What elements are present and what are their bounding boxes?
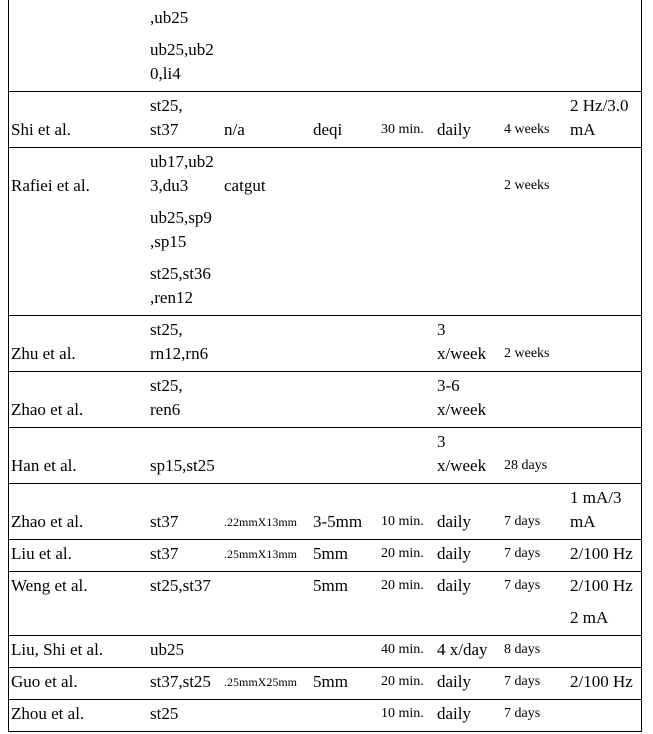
depth-cell: 3-5mm [313, 512, 363, 531]
table-right-border [641, 372, 642, 427]
table-row [8, 36, 642, 92]
frequency-cell: daily [437, 544, 471, 563]
table-left-border [8, 0, 9, 36]
table-row [8, 316, 642, 372]
acupuncture-protocol-table [8, 0, 642, 732]
duration-cell: 10 min. [381, 706, 424, 721]
points-cell: st37 [150, 512, 179, 531]
course-cell: 7 days [504, 514, 541, 529]
table-left-border [8, 540, 9, 571]
table-right-border [641, 428, 642, 483]
points-cell: st25,st36 ,ren12 [150, 264, 211, 307]
author-cell: Zhou et al. [11, 704, 85, 723]
points-cell: st25, ren6 [150, 376, 183, 419]
table-row [8, 540, 642, 572]
author-cell: Weng et al. [11, 576, 88, 595]
table-row [8, 668, 642, 700]
table-right-border [641, 604, 642, 635]
author-cell: Han et al. [11, 456, 77, 475]
points-cell: st37 [150, 544, 179, 563]
author-cell: Guo et al. [11, 672, 78, 691]
needle-cell: .22mmX13mm [224, 515, 298, 529]
table-right-border [641, 260, 642, 315]
table-row [8, 372, 642, 428]
stimulation-cell: 2 mA [570, 608, 609, 627]
table-left-border [8, 92, 9, 147]
table-left-border [8, 572, 9, 604]
course-cell: 2 weeks [504, 178, 550, 193]
table-right-border [641, 148, 642, 204]
duration-cell: 20 min. [381, 674, 424, 689]
points-cell: ub25 [150, 640, 184, 659]
frequency-cell: 4 x/day [437, 640, 488, 659]
points-cell: st25, rn12,rn6 [150, 320, 209, 363]
table-row [8, 148, 642, 204]
frequency-cell: 3 x/week [437, 432, 487, 475]
table-row [8, 636, 642, 668]
table-left-border [8, 204, 9, 260]
table-row [8, 204, 642, 260]
author-cell: Liu et al. [11, 544, 72, 563]
frequency-cell: daily [437, 576, 471, 595]
author-cell: Zhao et al. [11, 512, 84, 531]
duration-cell: 20 min. [381, 546, 424, 561]
course-cell: 2 weeks [504, 346, 550, 361]
table-row [8, 572, 642, 604]
needle-cell: catgut [224, 176, 266, 195]
points-cell: ,ub25 [150, 8, 189, 27]
course-cell: 8 days [504, 642, 541, 657]
table-row [8, 484, 642, 540]
table-right-border [641, 668, 642, 699]
needle-cell: n/a [224, 120, 245, 139]
frequency-cell: daily [437, 512, 471, 531]
table-row [8, 700, 642, 732]
table-left-border [8, 316, 9, 371]
duration-cell: 40 min. [381, 642, 424, 657]
points-cell: ub25,sp9 ,sp15 [150, 208, 212, 251]
table-right-border [641, 572, 642, 604]
author-cell: Shi et al. [11, 120, 71, 139]
table-left-border [8, 36, 9, 91]
table-right-border [641, 316, 642, 371]
table-left-border [8, 372, 9, 427]
stimulation-cell: 2/100 Hz [570, 576, 633, 595]
author-cell: Rafiei et al. [11, 176, 90, 195]
depth-cell: deqi [313, 120, 343, 139]
table-right-border [641, 204, 642, 260]
frequency-cell: 3 x/week [437, 320, 487, 363]
points-cell: st25,st37 [150, 576, 211, 595]
duration-cell: 30 min. [381, 122, 424, 137]
points-cell: st25 [150, 704, 179, 723]
table-row [8, 604, 642, 636]
course-cell: 7 days [504, 578, 541, 593]
points-cell: st25, st37 [150, 96, 183, 139]
course-cell: 4 weeks [504, 122, 550, 137]
frequency-cell: daily [437, 672, 471, 691]
table-left-border [8, 484, 9, 539]
points-cell: sp15,st25 [150, 456, 215, 475]
points-cell: ub25,ub2 0,li4 [150, 40, 214, 83]
course-cell: 7 days [504, 706, 541, 721]
table-row [8, 428, 642, 484]
frequency-cell: daily [437, 704, 471, 723]
depth-cell: 5mm [313, 544, 348, 563]
table-right-border [641, 36, 642, 91]
table-right-border [641, 636, 642, 667]
table-right-border [641, 92, 642, 147]
table-left-border [8, 636, 9, 667]
table-right-border [641, 700, 642, 731]
needle-cell: .25mmX25mm [224, 675, 298, 689]
depth-cell: 5mm [313, 576, 348, 595]
stimulation-cell: 2/100 Hz [570, 544, 633, 563]
course-cell: 28 days [504, 458, 548, 473]
table-left-border [8, 148, 9, 204]
table-left-border [8, 260, 9, 315]
table-right-border [641, 0, 642, 36]
frequency-cell: daily [437, 120, 471, 139]
table-right-border [641, 540, 642, 571]
table-row [8, 260, 642, 316]
duration-cell: 10 min. [381, 514, 424, 529]
author-cell: Liu, Shi et al. [11, 640, 104, 659]
course-cell: 7 days [504, 674, 541, 689]
author-cell: Zhao et al. [11, 400, 84, 419]
stimulation-cell: 1 mA/3 mA [570, 488, 622, 531]
points-cell: st37,st25 [150, 672, 211, 691]
table-right-border [641, 484, 642, 539]
frequency-cell: 3-6 x/week [437, 376, 487, 419]
stimulation-cell: 2 Hz/3.0 mA [570, 96, 629, 139]
course-cell: 7 days [504, 546, 541, 561]
table-left-border [8, 428, 9, 483]
points-cell: ub17,ub2 3,du3 [150, 152, 214, 195]
depth-cell: 5mm [313, 672, 348, 691]
author-cell: Zhu et al. [11, 344, 76, 363]
stimulation-cell: 2/100 Hz [570, 672, 633, 691]
needle-cell: .25mmX13mm [224, 547, 298, 561]
table-left-border [8, 700, 9, 731]
table-row [8, 0, 642, 36]
table-row [8, 92, 642, 148]
table-left-border [8, 668, 9, 699]
table-left-border [8, 604, 9, 635]
duration-cell: 20 min. [381, 578, 424, 593]
